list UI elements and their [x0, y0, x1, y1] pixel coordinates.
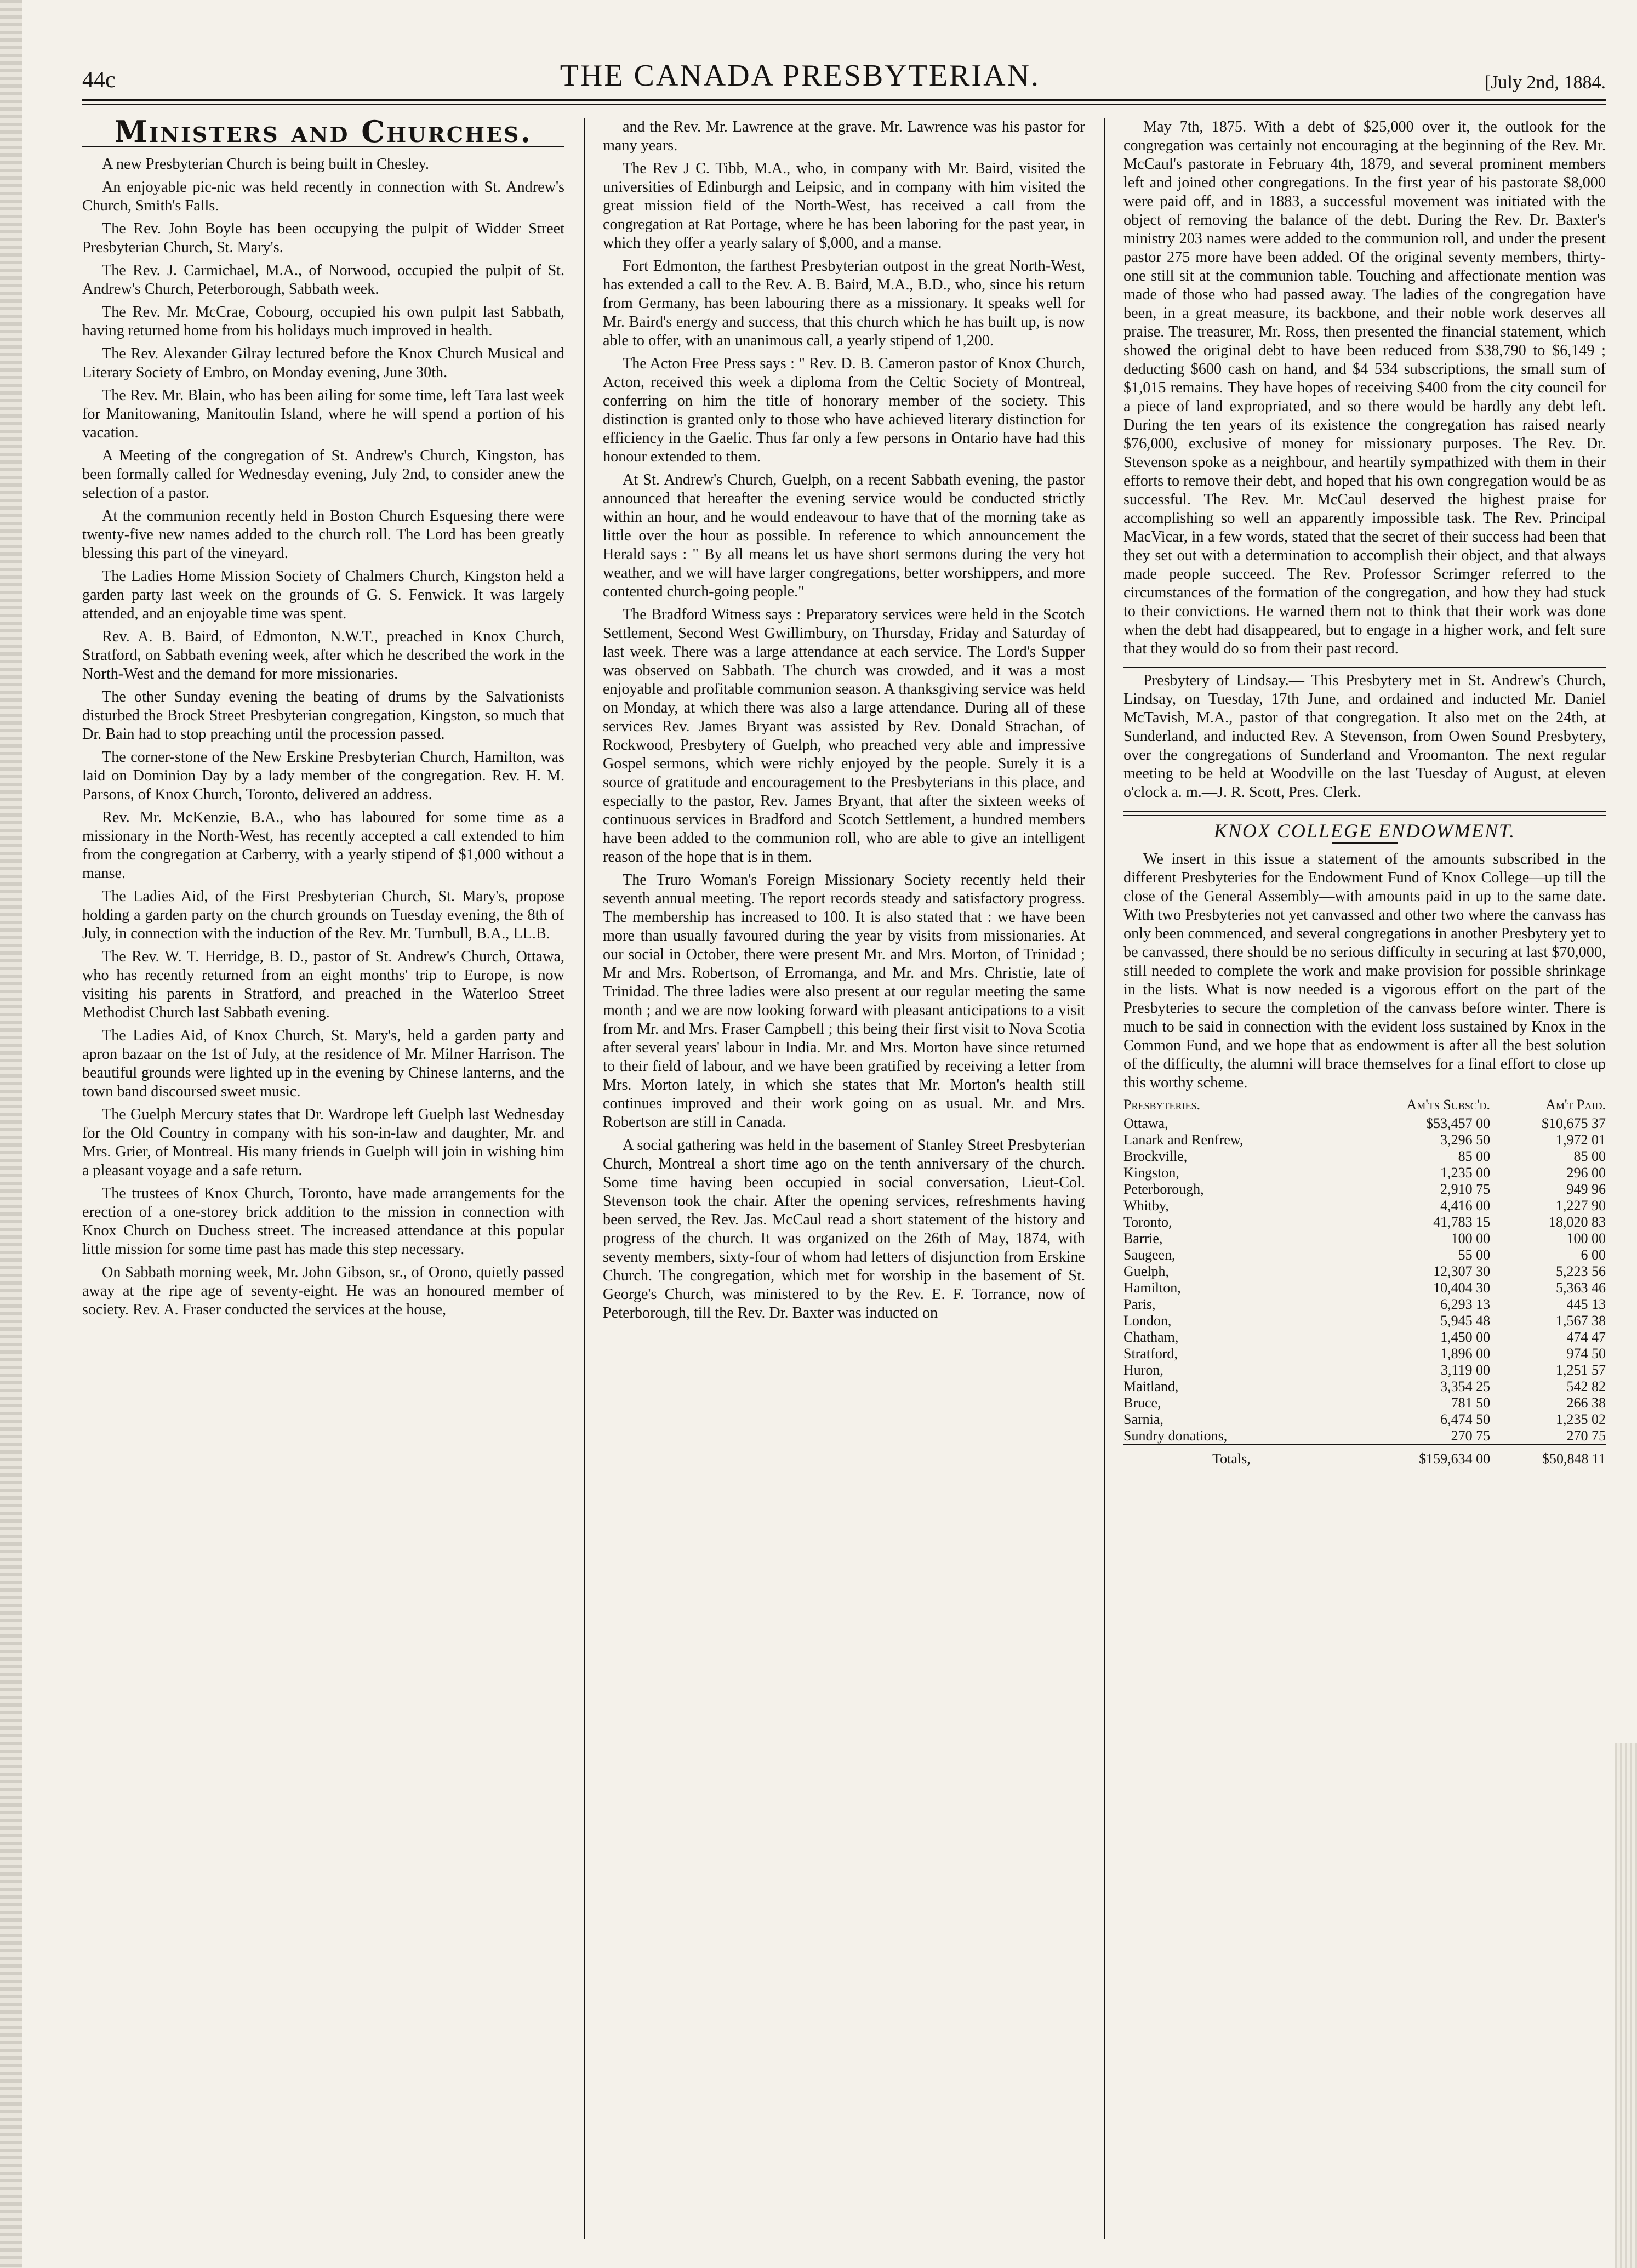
- news-item: Fort Edmonton, the farthest Presbyterian outpost in the great North-West, has extended a call to the Rev. A. B. Baird, M.A., B.D., who, since his return from Germany, has been labouring there as a missionary. It speaks well for Mr. Baird's energy and success, that this church which he has built up, is now able to offer, with an unanimous call, a yearly stipend of 1,200.: [603, 258, 1085, 349]
- amount-paid: 266 38: [1566, 1395, 1606, 1411]
- presbytery-name: Hamilton,: [1123, 1280, 1181, 1296]
- table-row: [1123, 1395, 1606, 1411]
- news-item: The Truro Woman's Foreign Missionary Society recently held their seventh annual meeting. The report records steady and satisfactory progress. The membership has increased to 100. It is also stated that : we have been more than usually favoured during the year by visits from missionaries. At our social in October, there were present Mr. and Mrs. Morton, of Trinidad ; Mr and Mrs. Robertson, of Erromanga, and Mr. and Mrs. Christie, late of Trinidad. The three ladies were also present at our regular meeting the same month ; and we are now looking forward with pleasant anticipations to a visit from Mr. and Mrs. Fraser Campbell ; this being their first visit to Nova Scotia after several years' labour in India. Mr. and Mrs. Morton have since returned to their field of labour, and we have been gratified by receiving a letter from Mrs. Morton lately, in which she states that Mr. Morton's health still continues improved and their work going on as usual. Mr. and Mrs. Robertson are still in Canada.: [603, 871, 1085, 1131]
- amount-subscribed: 1,896 00: [1440, 1346, 1491, 1361]
- endowment-table: [1123, 1097, 1606, 1467]
- table-row: [1123, 1148, 1606, 1165]
- amount-subscribed: 2,910 75: [1440, 1181, 1491, 1197]
- amount-paid: 949 96: [1566, 1181, 1606, 1197]
- news-items: [603, 118, 1085, 1323]
- news-item: The Ladies Aid, of Knox Church, St. Mary's, held a garden party and apron bazaar on the 1st of July, at the residence of Mr. Milner Harrison. The beautiful grounds were lighted up in the evening by Chinese lanterns, and the town band discoursed sweet music.: [82, 1027, 564, 1100]
- table-header-row: [1123, 1097, 1606, 1115]
- table-row: [1123, 1214, 1606, 1230]
- header-rule-thin: [82, 104, 1606, 105]
- news-item: The corner-stone of the New Erskine Presbyterian Church, Hamilton, was laid on Dominion Day by a lady member of the congregation. Rev. H. M. Parsons, of Knox Church, Toronto, delivered an address.: [82, 749, 564, 803]
- presbytery-lindsay-notice: Presbytery of Lindsay.— This Presbytery met in St. Andrew's Church, Lindsay, on Tuesday, 17th June, and ordained and inducted Mr. Daniel McTavish, M.A., pastor of that congregation. It also met on the 24th, at Sunderland, and inducted Rev. A Stevenson, from Owen Sound Presbytery, over the congregations of Sunderland and Vroomanton. The next regular meeting to be held at Woodville on the last Tuesday of August, at eleven o'clock a. m.—J. R. Scott, Pres. Clerk.: [1123, 672, 1606, 801]
- amount-paid: 1,227 90: [1556, 1198, 1606, 1213]
- news-item: Rev. Mr. McKenzie, B.A., who has laboured for some time as a missionary in the North-West, has recently accepted a call extended to him from the congregation at Carberry, with a yearly stipend of $1,000 without a manse.: [82, 809, 564, 882]
- amount-subscribed: 5,945 48: [1440, 1313, 1491, 1329]
- table-row: [1123, 1329, 1606, 1346]
- amount-paid: 474 47: [1566, 1329, 1606, 1345]
- news-item: The trustees of Knox Church, Toronto, have made arrangements for the erection of a one-storey brick addition to the mission in connection with Knox Church on Duchess street. The increased attendance at this popular little mission for some time past has made this step necessary.: [82, 1185, 564, 1258]
- table-row: [1123, 1198, 1606, 1214]
- amount-subscribed: 270 75: [1451, 1428, 1491, 1444]
- amount-subscribed: 10,404 30: [1433, 1280, 1491, 1296]
- table-row: [1123, 1378, 1606, 1395]
- news-item: The other Sunday evening the beating of drums by the Salvationists disturbed the Brock Street Presbyterian congregation, Kingston, so much that Dr. Bain had to stop preaching until the procession passed.: [82, 688, 564, 743]
- table-row: [1123, 1263, 1606, 1280]
- table-row: [1123, 1230, 1606, 1247]
- table-row: [1123, 1362, 1606, 1378]
- amount-subscribed: 6,293 13: [1440, 1296, 1491, 1312]
- amount-subscribed: 85 00: [1458, 1148, 1491, 1164]
- news-item: The Acton Free Press says : " Rev. D. B. Cameron pastor of Knox Church, Acton, received this week a diploma from the Celtic Society of Montreal, conferring on him the title of honorary member of the society. This distinction is granted only to those who have achieved literary distinction for efficiency in the Gaelic. Thus far only a few persons in Ontario have had this honour extended to them.: [603, 355, 1085, 465]
- presbytery-name: Paris,: [1123, 1296, 1156, 1312]
- amount-paid: 1,972 01: [1556, 1132, 1606, 1148]
- news-item: The Bradford Witness says : Preparatory services were held in the Scotch Settlement, Second West Gwillimbury, on Thursday, Friday and Saturday of last week. There was a large attendance at each service. The Lord's Supper was observed on Sabbath. The church was crowded, and it was a most enjoyable and profitable communion season. A thanksgiving service was held on Monday, at which there was also a large attendance. During all of these services Rev. James Bryant was assisted by Rev. Donald Strachan, of Rockwood, Presbytery of Guelph, who preached very able and impressive Gospel sermons, which were richly enjoyed by the people. Surely it is a source of gratitude and encouragement to the Presbyterians in this place, and especially to the pastor, Rev. James Bryant, that after the sixteen weeks of continuous services in Bradford and Scotch Settlement, a hundred members have been added to the communion roll, who are able to give an intelligent reason of the hope that is in them.: [603, 606, 1085, 865]
- amount-paid: 5,363 46: [1556, 1280, 1606, 1296]
- presbytery-name: Stratford,: [1123, 1346, 1178, 1361]
- amount-subscribed: 1,235 00: [1440, 1165, 1491, 1181]
- news-item: The Ladies Aid, of the First Presbyterian Church, St. Mary's, propose holding a garden party on the church grounds on Tuesday evening, the 8th of July, in connection with the induction of the Rev. Mr. Turnbull, B.A., LL.B.: [82, 888, 564, 942]
- presbytery-name: Huron,: [1123, 1362, 1163, 1378]
- news-item: A new Presbyterian Church is being built in Chesley.: [102, 156, 430, 173]
- amount-paid: 445 13: [1566, 1296, 1606, 1312]
- amount-paid: 270 75: [1566, 1428, 1606, 1444]
- amount-subscribed: 3,296 50: [1440, 1132, 1491, 1148]
- table-row: [1123, 1132, 1606, 1148]
- amount-paid: 18,020 83: [1549, 1214, 1606, 1230]
- table-row: [1123, 1115, 1606, 1132]
- section-rule: [1123, 811, 1606, 812]
- news-item: The Rev. W. T. Herridge, B. D., pastor of St. Andrew's Church, Ottawa, who has recently returned from an eight months' trip to Europe, is now visiting his parents in Stratford, and preached in the Waterloo Street Methodist Church last Sabbath evening.: [82, 948, 564, 1021]
- table-row: [1123, 1280, 1606, 1296]
- amount-subscribed: 6,474 50: [1440, 1411, 1491, 1427]
- presbytery-name: Sundry donations,: [1123, 1428, 1228, 1444]
- news-item: At the communion recently held in Boston Church Esquesing there were twenty-five new names added to the church roll. The Lord has been greatly blessing this part of the vineyard.: [82, 508, 564, 562]
- amount-subscribed: 3,354 25: [1440, 1378, 1491, 1394]
- column-divider: [1104, 118, 1105, 2239]
- column-1: [82, 118, 564, 2239]
- scan-right-edge: [1615, 1743, 1637, 2268]
- amount-subscribed: 1,450 00: [1440, 1329, 1491, 1345]
- col-header-presbyteries: Presbyteries.: [1123, 1097, 1200, 1113]
- short-rule: [1332, 842, 1398, 844]
- issue-date: [July 2nd, 1884.: [1484, 72, 1606, 93]
- amount-subscribed: 781 50: [1451, 1395, 1491, 1411]
- table-total-row: [1123, 1445, 1606, 1467]
- news-item: The Ladies Home Mission Society of Chalmers Church, Kingston held a garden party last week on the grounds of G. S. Fenwick. It was largely attended, and an enjoyable time was spent.: [82, 568, 564, 622]
- news-item: A Meeting of the congregation of St. Andrew's Church, Kingston, has been formally called for Wednesday evening, July 2nd, to consider anew the selection of a pastor.: [82, 447, 564, 502]
- table-row: [1123, 1181, 1606, 1198]
- amount-paid: 1,251 57: [1556, 1362, 1606, 1378]
- news-items: [82, 155, 564, 1319]
- table-row: [1123, 1296, 1606, 1313]
- news-item: The Rev. J. Carmichael, M.A., of Norwood, occupied the pulpit of St. Andrew's Church, Peterborough, Sabbath week.: [82, 262, 564, 298]
- amount-paid: $10,675 37: [1542, 1115, 1606, 1131]
- amount-subscribed: 55 00: [1458, 1247, 1491, 1263]
- newspaper-page: [82, 44, 1606, 2242]
- section-title-ministers-churches: Ministers and Churches.: [114, 118, 533, 149]
- amount-paid: 6 00: [1581, 1247, 1606, 1263]
- presbytery-name: Kingston,: [1123, 1165, 1179, 1181]
- presbytery-name: Maitland,: [1123, 1378, 1179, 1394]
- column-3: [1123, 118, 1606, 2239]
- amount-subscribed: 41,783 15: [1433, 1214, 1491, 1230]
- amount-paid: 296 00: [1566, 1165, 1606, 1181]
- section-rule: [1123, 667, 1606, 668]
- amount-paid: 974 50: [1566, 1346, 1606, 1361]
- column-divider: [584, 118, 585, 2239]
- presbytery-name: Sarnia,: [1123, 1411, 1163, 1427]
- presbytery-name: Whitby,: [1123, 1198, 1169, 1213]
- amount-subscribed: 3,119 00: [1441, 1362, 1491, 1378]
- table-body: [1123, 1115, 1606, 1445]
- news-item: A social gathering was held in the basement of Stanley Street Presbyterian Church, Montreal a short time ago on the tenth anniversary of the church. Some time having been occupied in social conversation, Lieut-Col. Stevenson took the chair. After the opening services, refreshments having been served, the Rev. Jas. McCaul read a short statement of the history and progress of the church. It was organized on the 26th of May, 1874, with seventy members, sixty-four of whom had letters of disjunction from Erskine Church. The congregation, which met for worship in the basement of St. George's Church, was ministered to by the Rev. E. F. Torrance, now of Peterborough, till the Rev. Dr. Baxter was inducted on: [603, 1137, 1085, 1321]
- knox-endowment-title: KNOX COLLEGE ENDOWMENT.: [1213, 820, 1516, 842]
- amount-subscribed: 100 00: [1451, 1230, 1491, 1246]
- page-header: [82, 44, 1606, 93]
- amount-subscribed: 12,307 30: [1433, 1263, 1491, 1279]
- presbytery-name: Lanark and Renfrew,: [1123, 1132, 1244, 1148]
- col-header-paid: Am't Paid.: [1545, 1097, 1606, 1113]
- amount-paid: 1,235 02: [1556, 1411, 1606, 1427]
- news-item: The Guelph Mercury states that Dr. Wardrope left Guelph last Wednesday for the Old Country in company with his son-in-law and daughter, Mr. and Mrs. Grier, of Montreal. His many friends in Guelph will join in wishing him a pleasant voyage and a safe return.: [82, 1106, 564, 1179]
- amount-paid: 542 82: [1566, 1378, 1606, 1394]
- presbytery-name: Toronto,: [1123, 1214, 1172, 1230]
- paper-title: THE CANADA PRESBYTERIAN.: [560, 59, 1040, 93]
- table-row: [1123, 1428, 1606, 1445]
- news-item: An enjoyable pic-nic was held recently in connection with St. Andrew's Church, Smith's Falls.: [82, 179, 564, 214]
- amount-paid: 85 00: [1573, 1148, 1606, 1164]
- table-row: [1123, 1247, 1606, 1263]
- section-rule: [1123, 815, 1606, 816]
- news-item: On Sabbath morning week, Mr. John Gibson, sr., of Orono, quietly passed away at the ripe age of seventy-eight. He was an honoured member of society. Rev. A. Fraser conducted the services at the house,: [82, 1264, 564, 1318]
- amount-paid: 100 00: [1566, 1230, 1606, 1246]
- presbytery-name: Brockville,: [1123, 1148, 1188, 1164]
- news-item: Rev. A. B. Baird, of Edmonton, N.W.T., preached in Knox Church, Stratford, on Sabbath evening week, after which he described the work in the North-West and the demand for more missionaries.: [82, 628, 564, 682]
- presbytery-name: Ottawa,: [1123, 1115, 1168, 1131]
- table-row: [1123, 1411, 1606, 1428]
- header-rule: [82, 99, 1606, 101]
- presbytery-name: Saugeen,: [1123, 1247, 1176, 1263]
- news-item: May 7th, 1875. With a debt of $25,000 over it, the outlook for the congregation was certainly not encouraging at the beginning of the Rev. Mr. McCaul's pastorate in February 4th, 1879, and several prominent members left and joined other congregations. In the first year of his pastorate $8,000 were paid off, and in 1883, a successful movement was initiated with the object of removing the balance of the debt. During the Rev. Dr. Baxter's ministry 203 names were added to the communion roll, and under the present pastor 275 more have been added. Of the original seventy members, thirty-one still sit at the communion table. Touching and affectionate mention was made of those who had passed away. The ladies of the congregation have been, in a great measure, its backbone, and their noble work deserves all praise. The treasurer, Mr. Ross, then presented the financial statement, which showed the original debt to have been reduced from $38,790 to $6,149 ; deducting $600 cash on hand, and $4 534 subscriptions, the small sum of $1,015 remains. They have hopes of receiving $400 from the city council for a piece of land expropriated, and so there would be hardly any debt left. During the ten years of its existence the congregation has raised nearly $76,000, exclusive of money for missionary purposes. The Rev. Dr. Stevenson spoke as a neighbour, and heartily sympathized with them in their efforts to remove their debt, and hoped that his own congregation would be as successful. The Rev. Mr. McCaul deserved the highest praise for accomplishing so well an apparently impossible task. The Rev. Principal MacVicar, in a few words, stated that the secret of their success had been that they set out with a determination to accomplish their object, and that always made people succeed. The Rev. Professor Scrimger referred to the circumstances of the formation of the congregation, and how they had stuck to their convictions. He warned them not to think that their work was done when the debt had disappeared, but to engage in a higher work, and felt sure that they would do so from their past record.: [1123, 118, 1606, 657]
- news-item: The Rev. John Boyle has been occupying the pulpit of Widder Street Presbyterian Church, St. Mary's.: [82, 220, 564, 256]
- news-item: The Rev. Mr. McCrae, Cobourg, occupied his own pulpit last Sabbath, having returned home from his holidays much improved in health.: [82, 304, 564, 339]
- news-item: The Rev. Mr. Blain, who has been ailing for some time, left Tara last week for Manitowaning, Manitoulin Island, where he will spend a portion of his vacation.: [82, 387, 564, 441]
- amount-paid: 1,567 38: [1556, 1313, 1606, 1329]
- amount-subscribed: 4,416 00: [1440, 1198, 1491, 1213]
- news-item: The Rev J C. Tibb, M.A., who, in company with Mr. Baird, visited the universities of Edinburgh and Leipsic, and in company with him visited the great mission field of the North-West, has received a call from the congregation at Rat Portage, where he has been laboring for the past year, in which they offer a yearly salary of $,000, and a manse.: [603, 160, 1085, 252]
- table-row: [1123, 1346, 1606, 1362]
- total-label: Totals,: [1123, 1445, 1339, 1467]
- table-row: [1123, 1165, 1606, 1181]
- presbytery-name: London,: [1123, 1313, 1172, 1329]
- presbytery-name: Chatham,: [1123, 1329, 1179, 1345]
- presbytery-name: Bruce,: [1123, 1395, 1161, 1411]
- presbytery-name: Barrie,: [1123, 1230, 1163, 1246]
- knox-endowment-intro: We insert in this issue a statement of the amounts subscribed in the different Presbyteries for the Endowment Fund of Knox College—up till the close of the General Assembly—with amounts paid in up to the same date. With two Presbyteries not yet canvassed and other two where the canvass has only been commenced, and several congregations in another Presbytery yet to be canvassed, there should be no serious difficulty in securing at last $70,000, still needed to complete the work and make provision for possible shrinkage in the lists. What is now needed is a vigorous effort on the part of the Presbyteries to secure the completion of the canvass before winter. There is much to be said in connection with the evident loss sustained by Knox in the Common Fund, and we hope that as endowment is after all the best solution of the difficulty, the alumni will brace themselves for a final effort to close up this worthy scheme.: [1123, 851, 1606, 1091]
- news-item: At St. Andrew's Church, Guelph, on a recent Sabbath evening, the pastor announced that hereafter the evening service would be conducted strictly within an hour, and he would endeavour to have that of the morning take as little over the hour as possible. In reference to which announcement the Herald says : " By all means let us have short sermons during the very hot weather, and we will have larger congregations, better worshippers, and more contented church-going people.": [603, 471, 1085, 600]
- table-row: [1123, 1313, 1606, 1329]
- presbytery-name: Peterborough,: [1123, 1181, 1204, 1197]
- news-item: and the Rev. Mr. Lawrence at the grave. Mr. Lawrence was his pastor for many years.: [603, 118, 1085, 154]
- presbytery-name: Guelph,: [1123, 1263, 1170, 1279]
- col-header-subscribed: Am'ts Subsc'd.: [1406, 1097, 1491, 1113]
- scan-left-edge: [0, 0, 22, 2268]
- page-number: 44c: [82, 67, 116, 93]
- total-subscribed: $159,634 00: [1339, 1445, 1490, 1467]
- column-2: [603, 118, 1085, 2239]
- amount-paid: 5,223 56: [1556, 1263, 1606, 1279]
- amount-subscribed: $53,457 00: [1426, 1115, 1491, 1131]
- total-paid: $50,848 11: [1490, 1445, 1606, 1467]
- news-item: The Rev. Alexander Gilray lectured before the Knox Church Musical and Literary Society of Embro, on Monday evening, June 30th.: [82, 345, 564, 381]
